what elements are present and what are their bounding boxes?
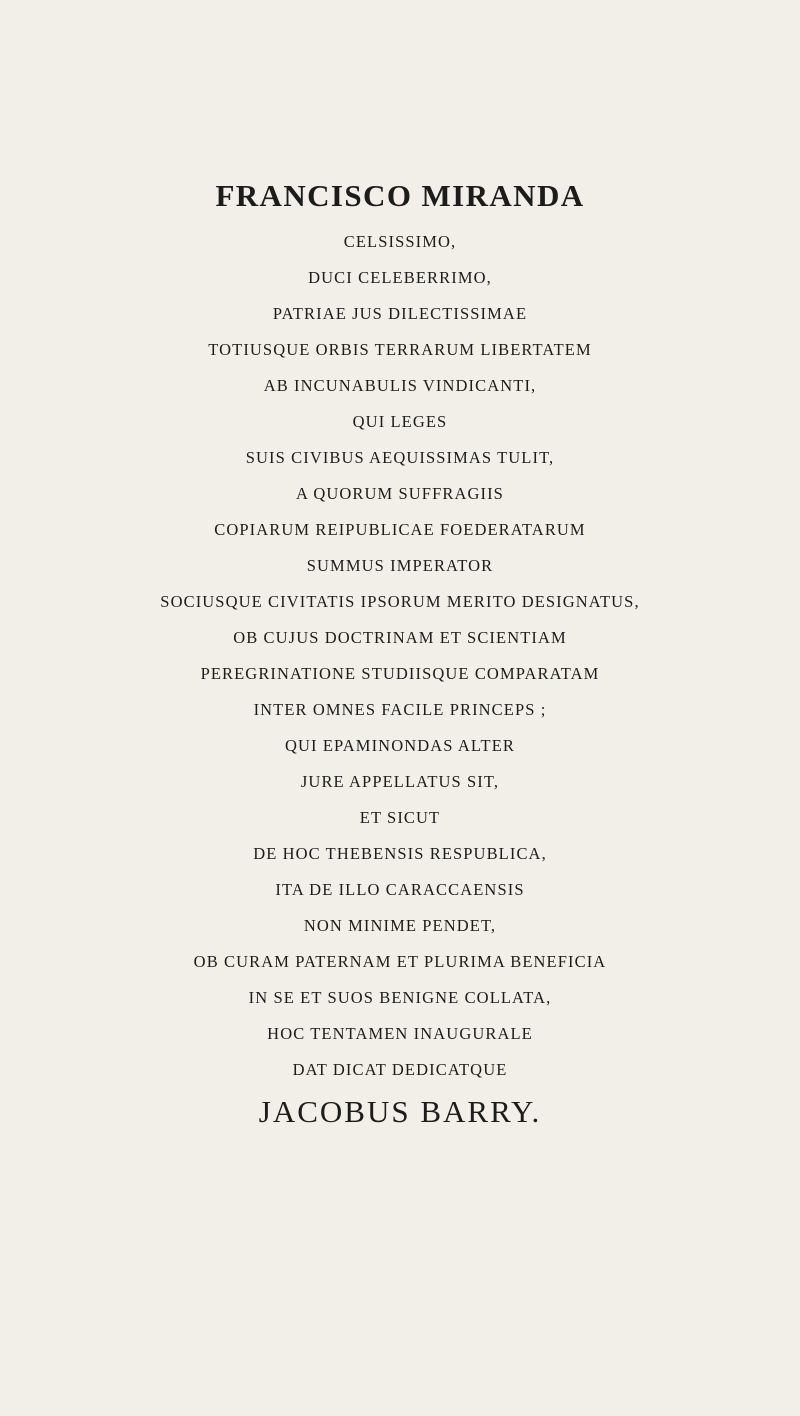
dedication-line-14: INTER OMNES FACILE PRINCEPS ; xyxy=(253,700,547,719)
dedication-line-20: NON MINIME PENDET, xyxy=(303,916,497,935)
dedication-line-11: SOCIUSQUE CIVITATIS IPSORUM MERITO DESIGNATUS, xyxy=(160,592,640,611)
dedication-title: FRANCISCO MIRANDA xyxy=(215,178,585,213)
dedication-line-6: QUI LEGES xyxy=(352,412,448,431)
dedication-signature: JACOBUS BARRY. xyxy=(258,1094,542,1129)
dedication-line-3: PATRIAE JUS DILECTISSIMAE xyxy=(272,304,528,323)
dedication-line-2: DUCI CELEBERRIMO, xyxy=(308,268,492,287)
dedication-line-9: COPIARUM REIPUBLICAE FOEDERATARUM xyxy=(214,520,586,539)
dedication-line-24: DAT DICAT DEDICATQUE xyxy=(292,1060,508,1079)
dedication-line-8: A QUORUM SUFFRAGIIS xyxy=(296,484,504,503)
dedication-line-18: DE HOC THEBENSIS RESPUBLICA, xyxy=(253,844,547,863)
dedication-line-21: OB CURAM PATERNAM ET PLURIMA BENEFICIA xyxy=(193,952,607,971)
dedication-line-1: CELSISSIMO, xyxy=(343,232,457,251)
dedication-line-4: TOTIUSQUE ORBIS TERRARUM LIBERTATEM xyxy=(208,340,592,359)
dedication-line-19: ITA DE ILLO CARACCAENSIS xyxy=(275,880,525,899)
dedication-line-5: AB INCUNABULIS VINDICANTI, xyxy=(263,376,537,395)
dedication-line-17: ET SICUT xyxy=(359,808,441,827)
dedication-line-22: IN SE ET SUOS BENIGNE COLLATA, xyxy=(248,988,552,1007)
dedication-line-23: HOC TENTAMEN INAUGURALE xyxy=(267,1024,533,1043)
dedication-line-12: OB CUJUS DOCTRINAM ET SCIENTIAM xyxy=(233,628,567,647)
dedication-line-10: SUMMUS IMPERATOR xyxy=(306,556,494,575)
dedication-line-16: JURE APPELLATUS SIT, xyxy=(300,772,500,791)
dedication-line-15: QUI EPAMINONDAS ALTER xyxy=(285,736,515,755)
dedication-line-7: SUIS CIVIBUS AEQUISSIMAS TULIT, xyxy=(245,448,555,467)
dedication-line-13: PEREGRINATIONE STUDIISQUE COMPARATAM xyxy=(200,664,600,683)
